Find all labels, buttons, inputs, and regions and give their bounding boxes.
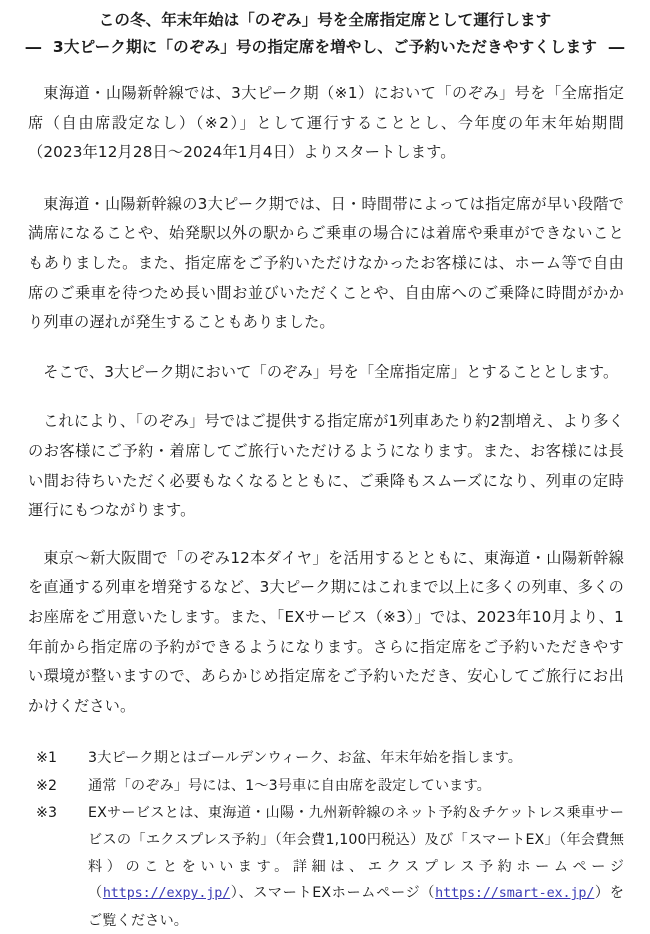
document-heading xyxy=(0,0,650,61)
heading-subtitle-text: 3大ピーク期に「のぞみ」号の指定席を増やし、ご予約いただきやすくします xyxy=(52,38,598,56)
footnote-2 xyxy=(36,773,624,800)
footnotes-list xyxy=(0,745,650,934)
paragraph-3: そこで、3大ピーク期において「のぞみ」号を「全席指定席」とすることとします。 xyxy=(43,362,619,381)
heading-title-line: この冬、年末年始は「のぞみ」号を全席指定席として運行します xyxy=(98,11,552,29)
expy-jp-link[interactable]: https://expy.jp/ xyxy=(102,886,231,902)
paragraph-1: 東海道・山陽新幹線では、3大ピーク期（※1）において「のぞみ」号を「全席指定席（自由席設定なし）（※2）」として運行することとし、今年度の年末年始期間（2023年12月28日〜2024年1月4日）よりスタートします。 xyxy=(28,84,624,162)
em-dash-right: ― xyxy=(608,38,625,56)
em-dash-left: ― xyxy=(25,38,42,56)
footnote-3 xyxy=(36,800,624,934)
footnote-3-text-part1: EXサービスとは、東海道・山陽・九州新幹線のネット予約＆チケットレス乗車サービスの「エクスプレス予約」（年会費1,100円税込）及び「スマートEX」（年会費無料）のことをいいます。詳細は、エクスプレス予約ホームページ（ xyxy=(88,805,624,902)
footnote-text-1: 3大ピーク期とはゴールデンウィーク、お盆、年末年始を指します。 xyxy=(88,750,523,767)
paragraph-2: 東海道・山陽新幹線の3大ピーク期では、日・時間帯によっては指定席が早い段階で満席になることや、始発駅以外の駅からご乗車の場合には着席や乗車ができないこともありました。また、指定席をご予約いただけなかったお客様には、ホーム等で自由席のご乗車を待つため長い間お並びいただくことや、自由席へのご乗降に時間がかかり列車の遅れが発生することもありました。 xyxy=(28,194,624,332)
footnote-3-text-part2: ）、スマートEXホームページ（ xyxy=(230,885,436,902)
footnote-marker-2: ※2 xyxy=(36,777,58,794)
footnote-marker-1: ※1 xyxy=(36,750,58,767)
smart-ex-jp-link[interactable]: https://smart-ex.jp/ xyxy=(435,886,595,902)
document-body xyxy=(0,79,650,721)
footnote-text-3 xyxy=(88,800,624,934)
footnote-1 xyxy=(36,745,624,772)
footnote-marker-3: ※3 xyxy=(36,805,58,822)
footnote-3-text-part3: ）をご覧ください。 xyxy=(88,885,624,929)
paragraph-5: 東京〜新大阪間で「のぞみ12本ダイヤ」を活用するとともに、東海道・山陽新幹線を直通する列車を増発するなど、3大ピーク期にはこれまで以上に多くの列車、多くのお座席をご用意いたします。また、「EXサービス（※3）」では、2023年10月より、1年前から指定席の予約ができるようになります。さらに指定席をご予約いただきやすい環境が整いますので、あらかじめ指定席をご予約いただき、安心してご旅行にお出かけください。 xyxy=(28,548,624,715)
heading-subtitle-line xyxy=(0,34,650,61)
footnote-text-2: 通常「のぞみ」号には、1〜3号車に自由席を設定しています。 xyxy=(88,777,491,794)
paragraph-4: これにより、「のぞみ」号ではご提供する指定席が1列車あたり約2割増え、より多くのお客様にご予約・着席してご旅行いただけるようになります。また、お客様には長い間お待ちいただく必要もなくなるとともに、ご乗降もスムーズになり、列車の定時運行にもつながります。 xyxy=(28,412,624,520)
